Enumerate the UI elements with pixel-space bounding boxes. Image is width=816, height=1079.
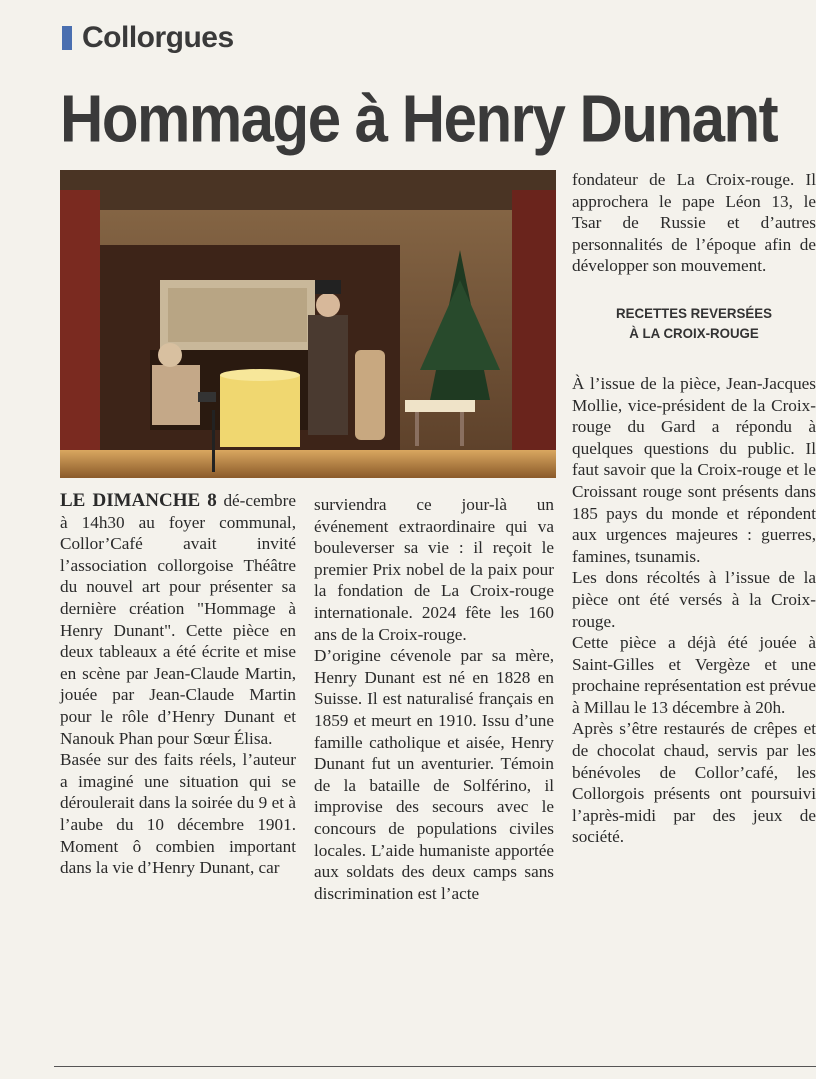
paragraph: surviendra ce jour-là un événement extraordinaire qui va bouleverser sa vie : il reçoit le premier Prix nobel de la paix pour la fondation de La Croix-rouge internationale. 2024 fête les 160 ans de la Croix-rouge. (314, 495, 554, 644)
stage-photo-illustration (60, 170, 556, 478)
kicker-bar (62, 26, 72, 50)
section-kicker (62, 20, 234, 56)
paragraph: D’origine cévenole par sa mère, Henry Dunant est né en 1828 en Suisse. Il est naturalisé français en 1859 et meurt en 1910. Issu d’une famille catholique et aisée, Henry Dunant fut un aventurier. Témoin de la bataille de Solférino, il improvise des secours avec le concours de populations civiles locales. L’aide humaniste apportée aux soldats des deux camps sans discrimination est l’acte (314, 646, 554, 903)
subheading-line: À LA CROIX-ROUGE (629, 324, 759, 341)
headline: Hommage à Henry Dunant (60, 81, 778, 157)
paragraph: Cette pièce a déjà été jouée à Saint-Gilles et Vergèze et une prochaine représentation est prévue à Millau le 13 décembre à 20h. (572, 633, 816, 717)
column-3 (572, 169, 816, 848)
paragraph: Après s’être restaurés de crêpes et de chocolat chaud, servis par les bénévoles de Collor’café, les Collorgois présents ont poursuivi l’après-midi par des jeux de société. (572, 719, 816, 847)
lead-in: LE DIMANCHE 8 (60, 490, 217, 511)
subheading-line: RECETTES REVERSÉES (616, 304, 772, 321)
kicker-text: Collorgues (82, 21, 234, 54)
paragraph: Basée sur des faits réels, l’auteur a imaginé une situation qui se déroulerait dans la soirée du 9 et à l’aube du 10 décembre 1901. Moment ô combien important dans la vie d’Henry Dunant, car (60, 750, 296, 878)
subheading (578, 303, 810, 343)
paragraph: fondateur de La Croix-rouge. Il approchera le pape Léon 13, le Tsar de Russie et d’autres personnalités de l’époque afin de développer son mouvement. (572, 170, 816, 276)
intro-text: dé-cembre à 14h30 au foyer communal, Collor’Café avait invité l’association collorgoise Théâtre du nouvel art pour présenter sa dernière création "Hommage à Henry Dunant". Cette pièce en deux tableaux a été écrite et mise en scène par Jean-Claude Martin, jouée par Jean-Claude Martin pour le rôle d’Henry Dunant et Nanouk Phan pour Sœur Élisa. (60, 491, 296, 748)
column-2 (314, 494, 554, 904)
bottom-rule (54, 1066, 816, 1067)
paragraph: Les dons récoltés à l’issue de la pièce ont été versés à la Croix-rouge. (572, 568, 816, 631)
paragraph-intro (60, 490, 296, 749)
stage-photo (60, 170, 556, 478)
column-1 (60, 490, 296, 879)
paragraph: À l’issue de la pièce, Jean-Jacques Mollie, vice-président de la Croix-rouge du Gard a répondu à quelques questions du public. Il faut savoir que la Croix-rouge et le Croissant rouge sont présents dans 185 pays du monde et répondent aux urgences majeures : guerres, famines, tsunamis. (572, 373, 816, 566)
